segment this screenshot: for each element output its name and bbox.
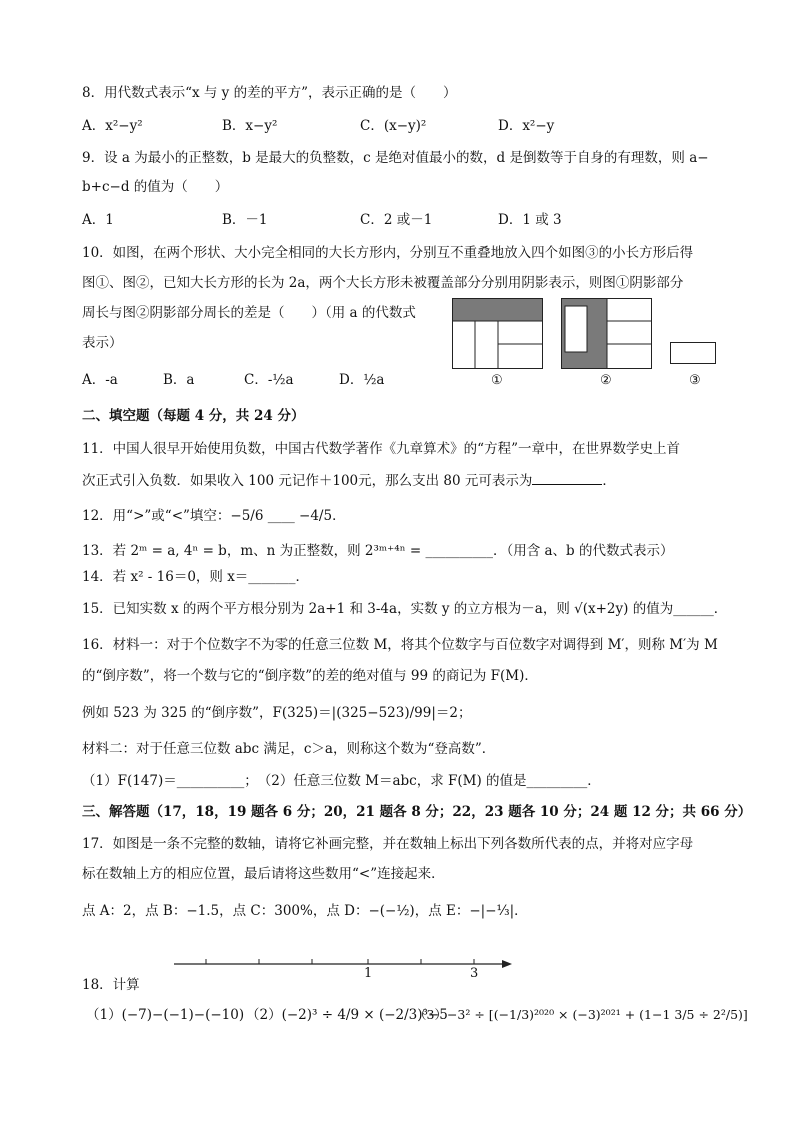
q16-line-2: 的“倒序数”，将一个数与它的“倒序数”的差的绝对值与 99 的商记为 F(M)． xyxy=(82,668,538,684)
q10-stem-line-4: 表示） xyxy=(82,335,123,351)
q17-number-line xyxy=(170,952,520,988)
q10-figure-2-label: ② xyxy=(600,373,612,388)
q18-part-1: （1）(−7)−(−1)−(−10) xyxy=(86,1007,245,1023)
q9-stem-line-1: 9．设 a 为最小的正整数，b 是最大的负整数，c 是绝对值最小的数，d 是倒数等于自身的有理数，则 a− xyxy=(82,150,709,166)
section-3-title: 三、解答题（17，18，19 题各 6 分；20，21 题各 8 分；22，23 题各 10 分；24 题 12 分；共 66 分） xyxy=(82,804,752,820)
q17-line-2: 标在数轴上方的相应位置，最后请将这些数用“<”连接起来． xyxy=(82,866,445,882)
q17-axis-label-1: 1 xyxy=(364,966,373,981)
q10-figure-1-label: ① xyxy=(491,373,503,388)
q10-stem-line-1: 10．如图，在两个形状、大小完全相同的大长方形内，分别互不重叠地放入四个如图③的小长方形后得 xyxy=(82,245,694,261)
q11-line-2 xyxy=(82,470,616,490)
q17-line-3: 点 A：2，点 B：−1.5，点 C：300%，点 D：−(−½)，点 E：−|−⅓|． xyxy=(82,903,528,919)
q16-line-4: 材料二：对于任意三位数 abc 满足，c＞a，则称这个数为“登高数”． xyxy=(82,741,496,757)
q9-option-c: C．2 或－1 xyxy=(360,212,433,228)
q10-option-b: B．a xyxy=(163,372,195,388)
q16-line-5: （1）F(147)＝__________； （2）任意三位数 M＝abc，求 F(M) 的值是_________． xyxy=(82,773,601,789)
q17-axis-label-3: 3 xyxy=(470,966,479,981)
q9-option-b: B．－1 xyxy=(222,212,268,228)
q8-option-a: A．x²−y² xyxy=(82,118,143,134)
q16-line-3: 例如 523 为 325 的“倒序数”，F(325)＝|(325−523)/99|＝2； xyxy=(82,705,472,721)
q10-stem-line-3: 周长与图②阴影部分周长的差是（ ）（用 a 的代数式 xyxy=(82,305,416,321)
q10-figure-1 xyxy=(452,298,544,370)
q18-title: 18．计算 xyxy=(82,977,140,993)
q9-option-d: D．1 或 3 xyxy=(498,212,562,228)
q10-figure-3-label: ③ xyxy=(689,373,701,388)
q13-text: 13．若 2ᵐ = a, 4ⁿ = b，m、n 为正整数，则 2³ᵐ⁺⁴ⁿ = __________．（用含 a、b 的代数式表示） xyxy=(82,543,674,559)
q11-answer-blank[interactable] xyxy=(532,470,602,485)
q8-stem: 8．用代数式表示“x 与 y 的差的平方”，表示正确的是（ ） xyxy=(82,85,457,101)
q9-stem-line-2: b+c−d 的值为（ ） xyxy=(82,179,229,195)
q8-option-c: C．(x−y)² xyxy=(360,118,427,134)
q11-line-2-end: ． xyxy=(602,473,616,489)
q15-text: 15．已知实数 x 的两个平方根分别为 2a+1 和 3-4a，实数 y 的立方根为－a，则 √(x+2y) 的值为______． xyxy=(82,601,728,617)
q10-figure-2 xyxy=(561,298,653,370)
q10-option-c: C．-½a xyxy=(244,372,294,388)
q11-line-2-text: 次正式引入负数．如果收入 100 元记作＋100元，那么支出 80 元可表示为 xyxy=(82,473,533,489)
q18-part-2: （2）(−2)³ ÷ 4/9 × (−2/3)³−5 xyxy=(246,1007,448,1023)
q17-line-1: 17．如图是一条不完整的数轴，请将它补画完整，并在数轴上标出下列各数所代表的点，并将对应字母 xyxy=(82,836,694,852)
q12-text: 12．用“>”或“<”填空：−5/6 ____ −4/5． xyxy=(82,508,346,524)
q18-part-3: （3）−3² ÷ [(−1/3)²⁰²⁰ × (−3)²⁰²¹ + (1−1 3/5 ÷ 2²/5)] xyxy=(414,1007,748,1022)
q14-text: 14．若 x² - 16＝0，则 x＝_______． xyxy=(82,569,310,585)
q8-option-b: B．x−y² xyxy=(222,118,278,134)
section-2-title: 二、填空题（每题 4 分，共 24 分） xyxy=(82,408,305,424)
q10-stem-line-2: 图①、图②，已知大长方形的长为 2a，两个大长方形未被覆盖部分分别用阴影表示，则图①阴影部分 xyxy=(82,275,684,291)
q10-option-d: D．½a xyxy=(339,372,385,388)
q8-option-d: D．x²−y xyxy=(498,118,555,134)
q11-line-1: 11．中国人很早开始使用负数，中国古代数学著作《九章算术》的“方程”一章中，在世界数学史上首 xyxy=(82,441,680,457)
q9-option-a: A．1 xyxy=(82,212,114,228)
q10-option-a: A．-a xyxy=(82,372,118,388)
q10-figure-3 xyxy=(670,342,718,366)
q16-line-1: 16．材料一：对于个位数字不为零的任意三位数 M，将其个位数字与百位数字对调得到 M′，则称 M′为 M xyxy=(82,637,718,653)
